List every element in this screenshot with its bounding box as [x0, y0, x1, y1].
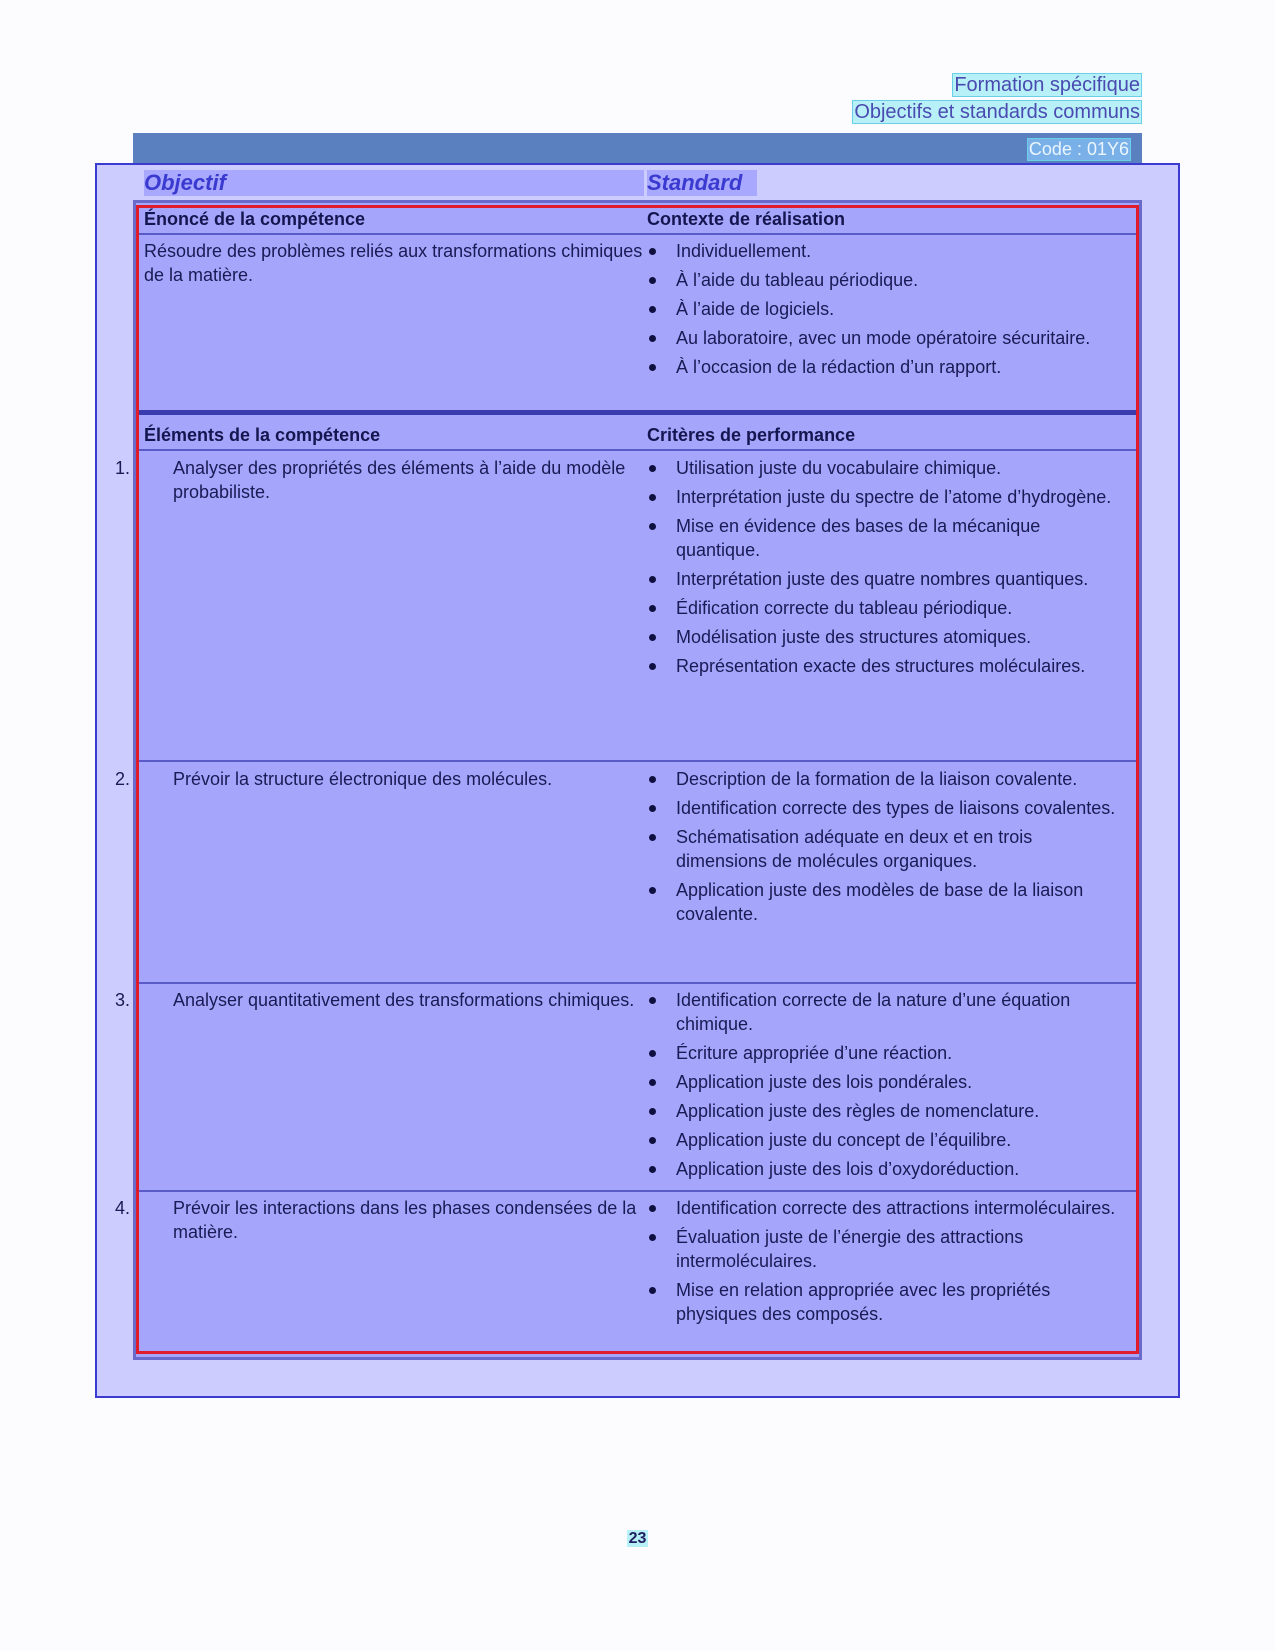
- code-bar: [133, 133, 1142, 163]
- row-divider: [136, 1190, 1139, 1192]
- criteria-list-2: [647, 767, 1117, 931]
- context-list: [647, 239, 1117, 384]
- objectif-heading: Objectif: [144, 170, 644, 196]
- divider: [136, 233, 1139, 235]
- contexte-header: Contexte de réalisation: [647, 209, 846, 229]
- context-item: Individuellement.: [647, 239, 1117, 263]
- criterion-item: Schématisation adéquate en deux et en trois dimensions de molécules organiques.: [647, 825, 1117, 873]
- context-item: À l’occasion de la rédaction d’un rapport.: [647, 355, 1117, 379]
- divider: [136, 449, 1139, 451]
- criterion-item: Identification correcte des types de liaisons covalentes.: [647, 796, 1117, 820]
- enonce-header: Énoncé de la compétence: [144, 209, 366, 229]
- context-item: À l’aide du tableau périodique.: [647, 268, 1117, 292]
- page-number: 23: [628, 1530, 647, 1547]
- criteria-list-1: [647, 456, 1117, 683]
- criteria-list-4: [647, 1196, 1117, 1331]
- row-divider: [136, 982, 1139, 984]
- criterion-item: Évaluation juste de l’énergie des attractions intermoléculaires.: [647, 1225, 1117, 1273]
- criterion-item: Édification correcte du tableau périodique.: [647, 596, 1117, 620]
- element-1: 1. Analyser des propriétés des éléments à l’aide du modèle probabiliste.: [115, 458, 626, 502]
- criteres-header: Critères de performance: [647, 425, 856, 445]
- criterion-item: Identification correcte de la nature d’une équation chimique.: [647, 988, 1117, 1036]
- criteria-list-3: [647, 988, 1117, 1186]
- criterion-item: Écriture appropriée d’une réaction.: [647, 1041, 1117, 1065]
- criterion-item: Utilisation juste du vocabulaire chimique.: [647, 456, 1117, 480]
- criterion-item: Mise en évidence des bases de la mécanique quantique.: [647, 514, 1117, 562]
- criterion-item: Interprétation juste des quatre nombres quantiques.: [647, 567, 1117, 591]
- criterion-item: Description de la formation de la liaison covalente.: [647, 767, 1117, 791]
- context-item: À l’aide de logiciels.: [647, 297, 1117, 321]
- criterion-item: Application juste des règles de nomenclature.: [647, 1099, 1117, 1123]
- elements-header: Éléments de la compétence: [144, 425, 381, 445]
- criterion-item: Représentation exacte des structures moléculaires.: [647, 654, 1117, 678]
- criterion-item: Application juste des modèles de base de la liaison covalente.: [647, 878, 1117, 926]
- criterion-item: Application juste des lois d’oxydoréduction.: [647, 1157, 1117, 1181]
- course-code: Code : 01Y6: [1028, 139, 1129, 159]
- element-3: 3. Analyser quantitativement des transformations chimiques.: [115, 990, 635, 1010]
- element-2: 2. Prévoir la structure électronique des molécules.: [115, 769, 553, 789]
- row-divider: [136, 760, 1139, 762]
- criterion-item: Modélisation juste des structures atomiques.: [647, 625, 1117, 649]
- context-item: Au laboratoire, avec un mode opératoire sécuritaire.: [647, 326, 1117, 350]
- criterion-item: Interprétation juste du spectre de l’atome d’hydrogène.: [647, 485, 1117, 509]
- header-program-title: Formation spécifique: [954, 74, 1140, 96]
- standard-heading: Standard: [647, 170, 757, 196]
- section-divider: [136, 410, 1139, 415]
- competence-statement: Résoudre des problèmes reliés aux transformations chimiques de la matière.: [144, 241, 643, 285]
- element-4: 4. Prévoir les interactions dans les phases condensées de la matière.: [115, 1198, 637, 1242]
- header-section-title: Objectifs et standards communs: [854, 101, 1140, 123]
- criterion-item: Application juste des lois pondérales.: [647, 1070, 1117, 1094]
- criterion-item: Identification correcte des attractions intermoléculaires.: [647, 1196, 1117, 1220]
- criterion-item: Mise en relation appropriée avec les propriétés physiques des composés.: [647, 1278, 1117, 1326]
- criterion-item: Application juste du concept de l’équilibre.: [647, 1128, 1117, 1152]
